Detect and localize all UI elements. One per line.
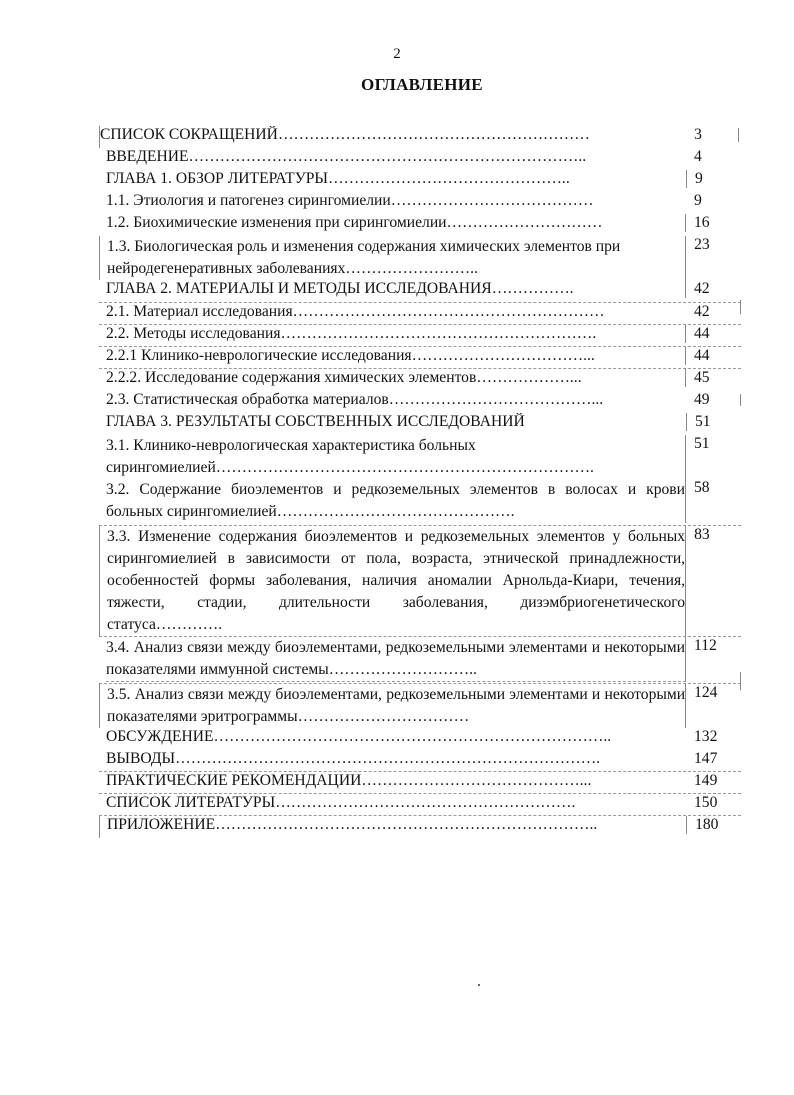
toc-entry[interactable] <box>99 148 741 170</box>
toc-entry-label: СПИСОК ЛИТЕРАТУРЫ <box>106 794 276 811</box>
toc-entry-dots: ……………………………………………………. <box>280 325 597 342</box>
toc-entry-dots: ……………………………... <box>411 347 595 364</box>
toc-entry[interactable] <box>99 636 741 681</box>
toc-entry-dots: ……………………………………... <box>361 772 592 789</box>
toc-entry-label: 3.4. Анализ связи между биоэлементами, редкоземельными элементами и некоторыми показателями иммунной системы <box>106 639 685 678</box>
toc-entry-page: 49 <box>694 391 710 408</box>
toc-entry[interactable] <box>99 369 741 391</box>
toc-entry-dots: …………. <box>155 616 223 633</box>
page-number: 2 <box>393 46 401 62</box>
toc-entry[interactable] <box>99 236 741 280</box>
toc-entry-page: 44 <box>694 325 710 342</box>
scan-mark <box>738 128 739 142</box>
toc-entry[interactable] <box>99 192 741 214</box>
toc-entry-label: ПРИЛОЖЕНИЕ <box>107 816 216 833</box>
toc-entry-label: 3.5. Анализ связи между биоэлементами, редкоземельными элементами и некоторыми показателями эритрограммы <box>107 686 686 725</box>
toc-entry-page: 42 <box>694 303 710 320</box>
toc-entry-page: 42 <box>694 280 710 297</box>
toc-entry[interactable] <box>99 170 741 192</box>
toc-entry-label: 2.2.1 Клинико-неврологические исследования <box>106 347 412 364</box>
toc-entry-dots: ……………. <box>491 280 574 297</box>
toc-entry[interactable] <box>99 683 741 728</box>
toc-entry-page: 58 <box>694 479 710 496</box>
toc-entry-label: 3.2. Содержание биоэлементов и редкоземельных элементов в волосах и крови больных сирингомиелией <box>106 481 685 520</box>
toc-entry-dots: ……………………………………….. <box>328 170 570 187</box>
toc-entry-page: 51 <box>694 435 710 452</box>
toc-entry-label: 1.3. Биологическая роль и изменения содержания химических элементов при нейродегенеративных заболеваниях <box>107 238 621 277</box>
toc-entry-dots: …………………………………………………… <box>277 126 590 143</box>
toc-entry-dots: ………………………………… <box>390 192 594 209</box>
toc-entry-page: 45 <box>694 369 710 386</box>
scan-mark <box>740 300 741 314</box>
toc-entry-dots: ………………………………………………………………….. <box>188 148 587 165</box>
toc-entry-label: 2.3. Статистическая обработка материалов <box>106 391 389 408</box>
toc-entry-label: ГЛАВА 1. ОБЗОР ЛИТЕРАТУРЫ <box>106 170 329 187</box>
toc-entry[interactable] <box>99 794 741 816</box>
toc-entry[interactable] <box>99 302 741 325</box>
toc-entry-page: 147 <box>694 750 718 767</box>
toc-entry-dots: ………………………………………………………………………. <box>175 750 601 767</box>
toc-entry-page: 9 <box>686 170 741 188</box>
toc-entry-label: ГЛАВА 3. РЕЗУЛЬТАТЫ СОБСТВЕННЫХ ИССЛЕДОВАНИЙ <box>106 413 525 430</box>
toc-entry-label: ВВЕДЕНИЕ <box>106 148 189 165</box>
toc-entry[interactable] <box>99 816 741 838</box>
toc-entry-label: ОБСУЖДЕНИЕ <box>106 728 214 745</box>
toc-entry-label: ВЫВОДЫ <box>106 750 176 767</box>
toc-entry-page: 3 <box>694 126 702 143</box>
toc-entry-dots: …………………………………………………. <box>275 794 576 811</box>
toc-entry-page: 9 <box>694 192 702 209</box>
toc-entry-label: СПИСОК СОКРАЩЕНИЙ <box>100 126 278 143</box>
toc-entry[interactable] <box>99 126 741 148</box>
toc-entry[interactable] <box>99 772 741 794</box>
toc-entry-page: 180 <box>686 816 741 834</box>
toc-entry[interactable] <box>99 280 741 302</box>
toc-entry-dots: ………………………………………………………………. <box>215 459 594 476</box>
toc-entry-page: 23 <box>694 236 710 253</box>
toc-entry[interactable] <box>99 347 741 369</box>
page-title: ОГЛАВЛЕНИЕ <box>361 75 483 94</box>
toc-entry-dots: …………………….. <box>345 260 478 277</box>
toc-entry[interactable] <box>99 325 741 347</box>
scan-mark <box>740 394 741 406</box>
toc-entry[interactable] <box>99 413 741 435</box>
toc-entry-page: 83 <box>694 526 710 543</box>
toc-entry-label: 2.1. Материал исследования <box>106 303 293 320</box>
toc-entry-page: 16 <box>694 214 710 231</box>
toc-entry-dots: …………………………………... <box>388 391 604 408</box>
toc-entry[interactable] <box>99 479 741 523</box>
toc-entry[interactable] <box>99 214 741 236</box>
toc-entry-dots: …………………………… <box>297 708 470 725</box>
toc-entry-page: 51 <box>686 413 741 431</box>
toc-entry-dots: ………………………… <box>446 214 603 231</box>
toc-entry-label: ПРАКТИЧЕСКИЕ РЕКОМЕНДАЦИИ <box>106 772 362 789</box>
toc-entry[interactable] <box>99 391 741 413</box>
toc-entry-label: ГЛАВА 2. МАТЕРИАЛЫ И МЕТОДЫ ИССЛЕДОВАНИЯ <box>106 280 492 297</box>
toc-entry-page: 150 <box>694 794 718 811</box>
toc-entry-dots: ……………………………………………………………….. <box>215 816 598 833</box>
toc-entry-dots: ………………………………………………………………….. <box>213 728 612 745</box>
toc-entry[interactable] <box>99 728 741 750</box>
toc-entry[interactable] <box>99 750 741 772</box>
toc-entry[interactable] <box>99 525 741 636</box>
scan-dot <box>478 984 480 986</box>
toc-entry[interactable] <box>99 435 741 479</box>
toc-entry-page: 132 <box>694 728 718 745</box>
toc-entry-page: 112 <box>694 637 717 654</box>
toc-entry-label: 2.2. Методы исследования <box>106 325 281 342</box>
toc-entry-dots: …………………………………………………… <box>292 303 605 320</box>
toc-entry-page: 4 <box>694 148 702 165</box>
toc-entry-label: 1.2. Биохимические изменения при сирингомиелии <box>106 214 447 231</box>
toc-entry-dots: ……………………….. <box>328 661 477 678</box>
toc-entry-label: 3.3. Изменение содержания биоэлементов и редкоземельных элементов у больных сирингомиелией в зависимости от пола, возраста, этнической принадлежности, особенностей формы заболевания, наличия аномалии Арнольда-Киари, течения, тяжести, стадии, длительности заболевания, дизэмбриогенетического статуса <box>107 528 686 633</box>
toc-entry-label: 2.2.2. Исследование содержания химических элементов <box>106 369 477 386</box>
toc-entry-label: 3.1. Клинико-неврологическая характеристика больных сирингомиелией <box>106 437 476 476</box>
scan-mark <box>740 672 741 690</box>
toc-entry-dots: ………………... <box>476 369 582 386</box>
toc-entry-page: 44 <box>694 347 710 364</box>
table-of-contents <box>99 126 741 838</box>
toc-entry-label: 1.1. Этиология и патогенез сирингомиелии <box>106 192 391 209</box>
toc-entry-page: 149 <box>694 772 718 789</box>
toc-entry-page: 124 <box>694 684 718 701</box>
toc-entry-dots: ………………………………………. <box>276 503 515 520</box>
